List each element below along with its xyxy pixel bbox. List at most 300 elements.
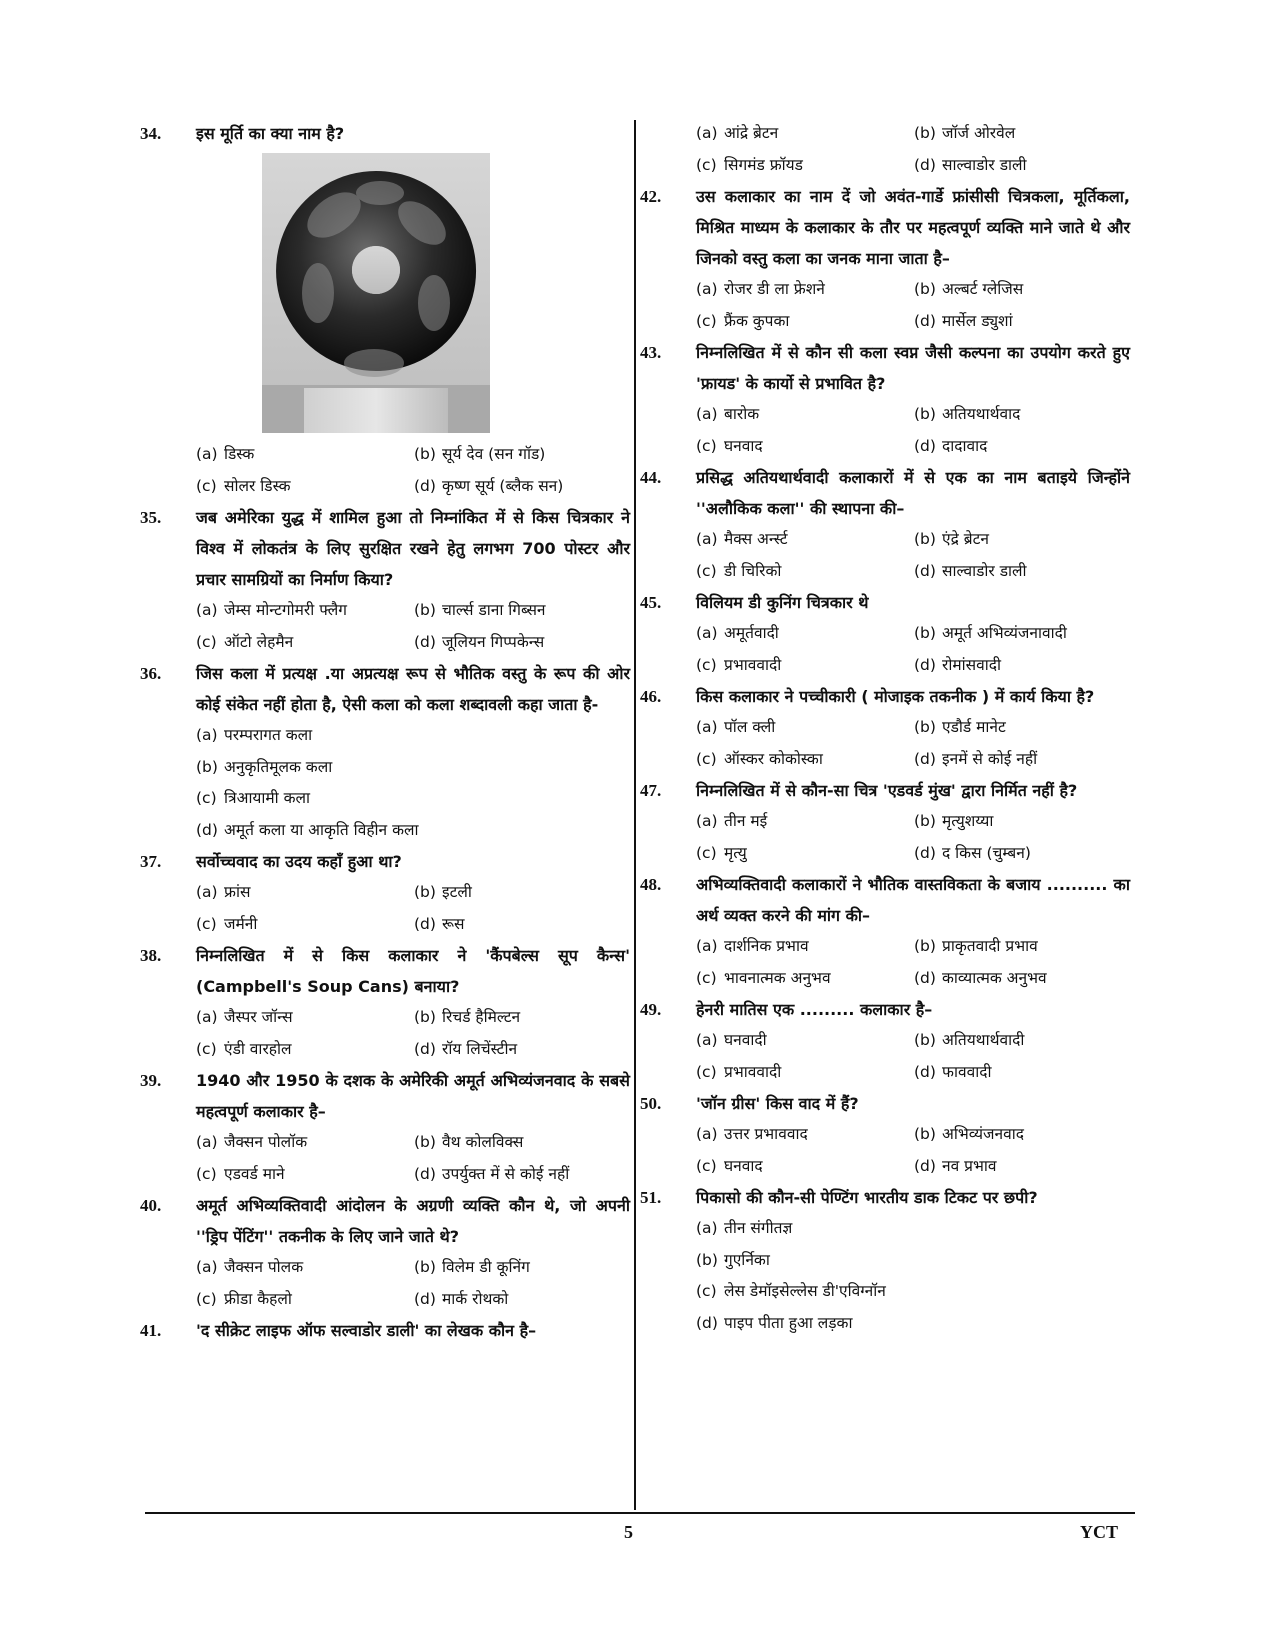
option-label: (d) <box>914 749 936 768</box>
sculpture-image <box>196 153 630 433</box>
question-text: 1940 और 1950 के दशक के अमेरिकी अमूर्त अभिव्यंजनवाद के सबसे महत्वपूर्ण कलाकार है– <box>196 1071 630 1121</box>
question-body <box>696 994 1130 1088</box>
option-label: (a) <box>196 1008 218 1026</box>
option-label: (a) <box>196 601 218 619</box>
question-body <box>696 337 1130 462</box>
option-label: (a) <box>696 124 718 142</box>
option-label: (d) <box>414 1039 436 1058</box>
option-label: (b) <box>914 530 936 548</box>
option-label: (a) <box>696 812 718 830</box>
question-46 <box>640 681 1130 775</box>
option-text: डी चिरिको <box>724 561 782 580</box>
option-text: प्राकृतवादी प्रभाव <box>942 937 1038 955</box>
option-text: दार्शनिक प्रभाव <box>724 937 809 955</box>
option-label: (d) <box>914 561 936 580</box>
option-a <box>696 712 914 744</box>
option-text: उत्तर प्रभाववाद <box>724 1125 808 1143</box>
question-text: निम्नलिखित में से कौन सी कला स्वप्न जैसी कल्पना का उपयोग करते हुए 'फ्रायड' के कार्यो से प्रभावित है? <box>696 343 1130 393</box>
right-column <box>640 118 1130 1339</box>
option-c <box>696 306 914 338</box>
option-a <box>696 524 914 556</box>
option-c <box>196 1034 414 1066</box>
option-text: घनवाद <box>724 1156 763 1175</box>
option-label: (b) <box>196 757 218 776</box>
question-text: जब अमेरिका युद्ध में शामिल हुआ तो निम्नांकित में से किस चित्रकार ने विश्व में लोकतंत्र के लिए सुरक्षित रखने हेतु लगभग 700 पोस्टर और प्रचार सामग्रियों का निर्माण किया? <box>196 508 630 589</box>
option-a <box>696 1213 1130 1245</box>
option-b <box>914 712 1130 744</box>
option-d <box>414 627 630 659</box>
question-body <box>196 1315 630 1346</box>
option-label: (b) <box>414 601 436 619</box>
option-label: (c) <box>696 1282 717 1300</box>
option-a <box>696 806 914 838</box>
option-c <box>696 650 914 682</box>
question-number: 50. <box>640 1094 662 1113</box>
option-a <box>196 1252 414 1284</box>
option-label: (a) <box>196 1258 218 1276</box>
option-label: (b) <box>914 405 936 423</box>
option-text: जैक्सन पोलॉक <box>224 1133 308 1151</box>
question-number: 36. <box>140 664 162 683</box>
option-text: जर्मनी <box>224 914 258 933</box>
option-a <box>196 1002 414 1034</box>
option-text: एडवर्ड माने <box>224 1164 285 1183</box>
option-text: अतियथार्थवादी <box>942 1031 1025 1049</box>
option-label: (b) <box>414 1258 436 1276</box>
option-text: साल्वाडोर डाली <box>942 155 1027 174</box>
question-36 <box>140 658 630 846</box>
question-text: विलियम डी कुनिंग चित्रकार थे <box>696 593 869 612</box>
option-label: (b) <box>914 280 936 298</box>
option-label: (c) <box>196 476 217 495</box>
option-label: (d) <box>414 1289 436 1308</box>
option-label: (c) <box>196 1289 217 1308</box>
option-text: सूर्य देव (सन गॉड) <box>442 445 546 463</box>
option-c <box>696 431 914 463</box>
option-d <box>414 471 630 503</box>
option-text: एंद्रे ब्रेटन <box>942 530 989 548</box>
option-label: (a) <box>696 1219 718 1237</box>
option-text: बारोक <box>724 405 760 423</box>
option-text: अतियथार्थवाद <box>942 405 1021 423</box>
option-text: अमूर्त अभिव्यंजनावादी <box>942 624 1067 642</box>
option-d <box>196 815 630 847</box>
question-continued <box>640 118 1130 181</box>
option-text: वैथ कोलविक्स <box>442 1133 524 1151</box>
option-label: (a) <box>696 718 718 736</box>
option-label: (d) <box>696 1313 718 1332</box>
option-c <box>696 963 914 995</box>
option-label: (c) <box>696 561 717 580</box>
option-text: भावनात्मक अनुभव <box>724 968 831 987</box>
option-text: डिस्क <box>224 445 255 463</box>
option-label: (a) <box>696 937 718 955</box>
option-text: लेस डेमॉइसेल्लेस डी'एविग्नॉन <box>724 1282 886 1300</box>
option-d <box>914 431 1130 463</box>
option-b <box>696 1245 1130 1277</box>
option-label: (c) <box>196 914 217 933</box>
option-label: (b) <box>414 1133 436 1151</box>
option-text: तीन संगीतज्ञ <box>724 1219 793 1237</box>
option-c <box>696 744 914 776</box>
option-label: (a) <box>696 280 718 298</box>
options <box>696 618 1130 681</box>
question-34 <box>140 118 630 502</box>
option-b <box>196 752 630 784</box>
option-d <box>914 556 1130 588</box>
option-text: जूलियन गिप्पकेन्स <box>442 632 545 651</box>
question-number: 42. <box>640 187 662 206</box>
option-text: साल्वाडोर डाली <box>942 561 1027 580</box>
page-number: 5 <box>624 1522 633 1542</box>
option-text: अनुकृतिमूलक कला <box>224 757 333 776</box>
question-number: 41. <box>140 1321 162 1340</box>
option-c <box>196 1284 414 1316</box>
option-text: फ्रीडा कैहलो <box>224 1289 292 1308</box>
option-text: घनवादी <box>724 1031 767 1049</box>
option-d <box>914 963 1130 995</box>
option-label: (c) <box>696 1062 717 1081</box>
option-label: (d) <box>914 968 936 987</box>
question-41 <box>140 1315 630 1346</box>
question-number: 40. <box>140 1196 162 1215</box>
option-a <box>196 595 414 627</box>
options <box>196 439 630 502</box>
option-label: (d) <box>914 1156 936 1175</box>
question-body <box>196 940 630 1065</box>
options <box>696 931 1130 994</box>
option-label: (c) <box>196 1039 217 1058</box>
option-d <box>696 1308 1130 1340</box>
option-d <box>414 1034 630 1066</box>
option-text: नव प्रभाव <box>942 1156 997 1175</box>
options <box>696 1025 1130 1088</box>
question-48 <box>640 869 1130 994</box>
footer-rule <box>145 1512 1135 1514</box>
option-label: (a) <box>696 405 718 423</box>
option-text: रिचर्ड हैमिल्टन <box>442 1008 521 1026</box>
option-label: (d) <box>914 155 936 174</box>
options <box>696 274 1130 337</box>
option-label: (c) <box>196 1164 217 1183</box>
option-text: उपर्युक्त में से कोई नहीं <box>442 1164 570 1183</box>
question-body <box>696 462 1130 587</box>
option-label: (a) <box>196 726 218 744</box>
question-49 <box>640 994 1130 1088</box>
question-number: 49. <box>640 1000 662 1019</box>
question-body <box>696 587 1130 681</box>
question-body <box>696 181 1130 337</box>
question-51 <box>640 1182 1130 1339</box>
option-text: आंद्रे ब्रेटन <box>724 124 779 142</box>
question-body <box>696 1182 1130 1339</box>
question-text: हेनरी मातिस एक ......... कलाकार है– <box>696 1000 933 1019</box>
option-label: (d) <box>914 655 936 674</box>
option-text: एडौर्ड मानेट <box>942 718 1006 736</box>
option-d <box>414 1284 630 1316</box>
option-label: (d) <box>914 1062 936 1081</box>
option-label: (a) <box>696 1031 718 1049</box>
option-text: पाइप पीता हुआ लड़का <box>724 1313 853 1332</box>
option-label: (b) <box>914 1125 936 1143</box>
option-label: (c) <box>696 843 717 862</box>
option-c <box>696 1057 914 1089</box>
option-b <box>414 877 630 909</box>
option-text: परम्परागत कला <box>224 726 313 744</box>
question-44 <box>640 462 1130 587</box>
option-label: (d) <box>414 476 436 495</box>
option-label: (a) <box>196 883 218 901</box>
option-text: इनमें से कोई नहीं <box>942 749 1038 768</box>
option-label: (c) <box>196 632 217 651</box>
question-40 <box>140 1190 630 1315</box>
option-text: रोजर डी ला फ्रेशने <box>724 280 825 298</box>
option-a <box>696 1025 914 1057</box>
question-number: 47. <box>640 781 662 800</box>
option-text: चार्ल्स डाना गिब्सन <box>442 601 546 619</box>
question-number: 46. <box>640 687 662 706</box>
question-45 <box>640 587 1130 681</box>
option-a <box>196 720 630 752</box>
option-d <box>914 650 1130 682</box>
option-text: अल्बर्ट ग्लेजिस <box>942 280 1024 298</box>
option-text: कृष्ण सूर्य (ब्लैक सन) <box>442 476 564 495</box>
question-body <box>196 502 630 658</box>
option-text: मृत्यु <box>724 843 747 862</box>
question-text: प्रसिद्ध अतियथार्थवादी कलाकारों में से एक का नाम बताइये जिन्होंने ''अलौकिक कला'' की स्थापना की– <box>696 468 1130 518</box>
option-label: (b) <box>914 718 936 736</box>
option-text: फाववादी <box>942 1062 992 1081</box>
option-label: (d) <box>414 914 436 933</box>
question-number: 34. <box>140 124 162 143</box>
option-text: द किस (चुम्बन) <box>942 843 1031 862</box>
option-b <box>414 1252 630 1284</box>
option-label: (a) <box>696 530 718 548</box>
options <box>696 399 1130 462</box>
option-b <box>914 118 1130 150</box>
question-39 <box>140 1065 630 1190</box>
option-c <box>696 1151 914 1183</box>
option-a <box>696 618 914 650</box>
option-c <box>196 783 630 815</box>
options <box>696 712 1130 775</box>
option-label: (c) <box>696 749 717 768</box>
option-b <box>414 595 630 627</box>
option-label: (d) <box>914 436 936 455</box>
question-text: 'द सीक्रेट लाइफ ऑफ सल्वाडोर डाली' का लेखक कौन है– <box>196 1321 537 1340</box>
question-number: 43. <box>640 343 662 362</box>
question-text: किस कलाकार ने पच्चीकारी ( मोजाइक तकनीक ) में कार्य किया है? <box>696 687 1095 706</box>
option-b <box>914 1025 1130 1057</box>
option-label: (c) <box>196 789 217 807</box>
option-b <box>914 524 1130 556</box>
option-label: (a) <box>196 445 218 463</box>
option-b <box>914 806 1130 838</box>
option-c <box>696 150 914 182</box>
option-d <box>914 1151 1130 1183</box>
question-38 <box>140 940 630 1065</box>
option-text: घनवाद <box>724 436 763 455</box>
left-column <box>140 118 630 1346</box>
option-text: जैक्सन पोलक <box>224 1258 304 1276</box>
options <box>196 720 630 846</box>
option-text: गुएर्निका <box>724 1250 770 1269</box>
option-text: ऑस्कर कोकोस्का <box>724 749 823 768</box>
option-c <box>696 556 914 588</box>
option-a <box>196 439 414 471</box>
question-body <box>196 1065 630 1190</box>
option-text: प्रभाववादी <box>724 655 782 674</box>
question-number: 35. <box>140 508 162 527</box>
option-text: फ्रांस <box>224 883 251 901</box>
option-text: अमूर्तवादी <box>724 624 779 642</box>
option-d <box>914 150 1130 182</box>
question-number: 39. <box>140 1071 162 1090</box>
option-label: (d) <box>196 820 218 839</box>
option-label: (b) <box>696 1250 718 1269</box>
question-text: अमूर्त अभिव्यक्तिवादी आंदोलन के अग्रणी व्यक्ति कौन थे, जो अपनी ''ड्रिप पेंटिंग'' तकनीक के लिए जाने जाते थे? <box>196 1196 630 1246</box>
options <box>696 806 1130 869</box>
question-body <box>696 1088 1130 1182</box>
question-number: 45. <box>640 593 662 612</box>
question-37 <box>140 846 630 940</box>
question-text: उस कलाकार का नाम दें जो अवंत-गार्डे फ्रांसीसी चित्रकला, मूर्तिकला, मिश्रित माध्यम के कलाकार के तौर पर महत्वपूर्ण व्यक्ति माने जाते थे और जिनको वस्तु कला का जनक माना जाता है– <box>696 187 1130 268</box>
option-label: (d) <box>914 843 936 862</box>
option-text: विलेम डी कूनिंग <box>442 1258 530 1276</box>
option-b <box>914 399 1130 431</box>
option-a <box>196 877 414 909</box>
option-d <box>914 838 1130 870</box>
option-b <box>914 274 1130 306</box>
option-label: (a) <box>696 1125 718 1143</box>
question-number: 48. <box>640 875 662 894</box>
option-c <box>196 909 414 941</box>
option-c <box>196 627 414 659</box>
option-a <box>196 1127 414 1159</box>
option-text: तीन मई <box>724 812 768 830</box>
question-number: 51. <box>640 1188 662 1207</box>
option-b <box>414 439 630 471</box>
option-text: दादावाद <box>942 436 988 455</box>
option-d <box>414 1159 630 1191</box>
option-text: अमूर्त कला या आकृति विहीन कला <box>224 820 419 839</box>
question-body <box>696 869 1130 994</box>
option-label: (b) <box>414 445 436 463</box>
option-text: मार्क रोथको <box>442 1289 509 1308</box>
option-a <box>696 931 914 963</box>
option-b <box>914 931 1130 963</box>
option-label: (a) <box>196 1133 218 1151</box>
question-42 <box>640 181 1130 337</box>
question-number: 37. <box>140 852 162 871</box>
option-d <box>914 306 1130 338</box>
option-text: रॉय लिचेंस्टीन <box>442 1039 518 1058</box>
option-d <box>914 1057 1130 1089</box>
option-label: (c) <box>696 155 717 174</box>
option-label: (c) <box>696 436 717 455</box>
option-label: (c) <box>696 1156 717 1175</box>
option-b <box>414 1127 630 1159</box>
option-label: (b) <box>914 124 936 142</box>
question-50 <box>640 1088 1130 1182</box>
option-label: (b) <box>414 883 436 901</box>
publisher-brand: YCT <box>1080 1522 1119 1542</box>
options <box>196 1252 630 1315</box>
question-text: निम्नलिखित में से किस कलाकार ने 'कैंपबेल्स सूप कैन्स' (Campbell's Soup Cans) बनाया? <box>196 946 630 996</box>
option-c <box>196 1159 414 1191</box>
option-text: जॉर्ज ओरवेल <box>942 124 1016 142</box>
question-text: इस मूर्ति का क्या नाम है? <box>196 124 345 143</box>
question-body <box>196 1190 630 1315</box>
option-label: (b) <box>914 624 936 642</box>
question-text: अभिव्यक्तिवादी कलाकारों ने भौतिक वास्तविकता के बजाय .......... का अर्थ व्यक्त करने की मांग की– <box>696 875 1130 925</box>
options <box>196 595 630 658</box>
option-label: (d) <box>414 1164 436 1183</box>
option-label: (c) <box>696 968 717 987</box>
option-text: इटली <box>442 883 472 901</box>
option-text: मैक्स अर्न्स्ट <box>724 530 788 548</box>
question-text: पिकासो की कौन-सी पेण्टिंग भारतीय डाक टिकट पर छपी? <box>696 1188 1038 1207</box>
option-d <box>914 744 1130 776</box>
option-text: एंडी वारहोल <box>224 1039 292 1058</box>
column-divider <box>634 120 636 1510</box>
option-label: (b) <box>914 1031 936 1049</box>
option-text: फ्रैंक कुपका <box>724 311 790 330</box>
option-label: (c) <box>696 311 717 330</box>
question-body <box>696 118 1130 181</box>
options <box>196 877 630 940</box>
option-c <box>196 471 414 503</box>
question-35 <box>140 502 630 658</box>
question-text: सर्वोच्चवाद का उदय कहाँ हुआ था? <box>196 852 402 871</box>
question-text: जिस कला में प्रत्यक्ष .या अप्रत्यक्ष रूप से भौतिक वस्तु के रूप की ओर कोई संकेत नहीं होता है, ऐसी कला को कला शब्दावली कहा जाता है- <box>196 664 630 714</box>
question-number: 38. <box>140 946 162 965</box>
option-label: (b) <box>914 812 936 830</box>
option-text: त्रिआयामी कला <box>224 789 311 807</box>
question-text: 'जॉन ग्रीस' किस वाद में हैं? <box>696 1094 859 1113</box>
option-text: अभिव्यंजनवाद <box>942 1125 1025 1143</box>
option-d <box>414 909 630 941</box>
option-label: (a) <box>696 624 718 642</box>
option-label: (d) <box>414 632 436 651</box>
option-a <box>696 118 914 150</box>
options <box>696 1119 1130 1182</box>
question-body <box>196 658 630 846</box>
options <box>696 524 1130 587</box>
option-b <box>914 618 1130 650</box>
options <box>196 1002 630 1065</box>
question-number: 44. <box>640 468 662 487</box>
question-body <box>696 775 1130 869</box>
option-text: जैस्पर जॉन्स <box>224 1008 293 1026</box>
option-text: पॉल क्ली <box>724 718 776 736</box>
option-text: सिगमंड फ्रॉयड <box>724 155 803 174</box>
options <box>696 118 1130 181</box>
option-label: (b) <box>414 1008 436 1026</box>
option-label: (c) <box>696 655 717 674</box>
option-text: प्रभाववादी <box>724 1062 782 1081</box>
option-b <box>914 1119 1130 1151</box>
question-43 <box>640 337 1130 462</box>
option-a <box>696 399 914 431</box>
options <box>696 1213 1130 1339</box>
option-a <box>696 274 914 306</box>
option-a <box>696 1119 914 1151</box>
options <box>196 1127 630 1190</box>
option-text: ऑटो लेहमैन <box>224 632 294 651</box>
option-text: मार्सेल ड्युशां <box>942 311 1013 330</box>
question-body <box>196 118 630 502</box>
